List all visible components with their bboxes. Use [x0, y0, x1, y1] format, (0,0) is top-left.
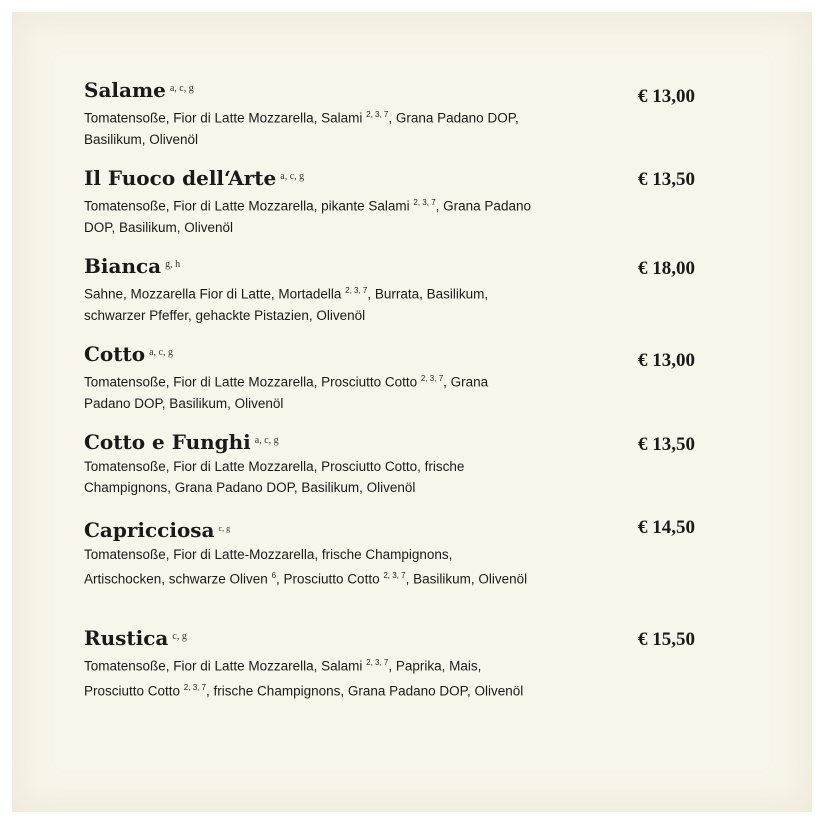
item-allergens: a, c, g: [280, 170, 305, 182]
item-name: Capricciosa: [84, 518, 215, 542]
description-text: Sahne, Mozzarella Fior di Latte, Mortadella: [84, 286, 346, 302]
description-text: , Prosciutto Cotto: [276, 571, 384, 587]
description-text: Tomatensoße, Fior di Latte Mozzarella, Salami: [84, 110, 367, 126]
item-description: [84, 652, 534, 701]
item-description: [84, 456, 534, 498]
item-price: € 13,00: [638, 86, 695, 107]
menu-item-bianca: [84, 254, 644, 326]
additive-numbers: 2, 3, 7: [420, 374, 444, 383]
item-allergens: a, c, g: [149, 346, 173, 358]
menu-page: [12, 12, 812, 812]
additive-numbers: 2, 3, 7: [366, 110, 389, 119]
item-description: [84, 104, 534, 150]
item-description: [84, 368, 534, 414]
additive-numbers: 2, 3, 7: [383, 571, 406, 580]
item-name: Rustica: [84, 626, 169, 650]
additive-numbers: 2, 3, 7: [183, 682, 207, 692]
item-price: € 15,50: [638, 629, 695, 650]
additive-numbers: 2, 3, 7: [413, 198, 436, 207]
item-allergens: a, c, g: [254, 434, 279, 446]
menu-item-capricciosa: [84, 518, 644, 590]
item-price: € 13,00: [638, 350, 695, 371]
item-description: [84, 544, 534, 590]
additive-numbers: 2, 3, 7: [366, 658, 389, 667]
description-text: , Grana Padano DOP, Basilikum, Olivenöl: [84, 110, 519, 147]
item-description: [84, 192, 534, 238]
additive-numbers: 2, 3, 7: [345, 286, 368, 295]
item-name: Bianca: [84, 254, 162, 278]
description-text: , Paprika, Mais, Prosciutto Cotto: [84, 658, 482, 698]
item-description: [84, 280, 534, 326]
menu-item-cotto: [84, 342, 644, 414]
item-name: Cotto e Funghi: [84, 430, 251, 454]
item-allergens: c, g: [172, 630, 187, 642]
item-allergens: c, g: [218, 523, 231, 533]
description-text: Tomatensoße, Fior di Latte Mozzarella, Prosciutto Cotto: [84, 374, 421, 390]
description-text: Tomatensoße, Fior di Latte Mozzarella, Prosciutto Cotto, frische Champignons, Grana Padano DOP, Basilikum, Olivenöl: [84, 459, 465, 495]
menu-item-salame: [84, 78, 644, 150]
item-price: € 13,50: [638, 169, 695, 190]
description-text: , frische Champignons, Grana Padano DOP, Olivenöl: [206, 683, 524, 698]
description-text: , Grana Padano DOP, Basilikum, Olivenöl: [84, 198, 531, 235]
additive-numbers: 6: [271, 571, 277, 580]
description-text: Tomatensoße, Fior di Latte Mozzarella, Salami: [84, 658, 367, 674]
item-name: Il Fuoco dell‘Arte: [84, 166, 277, 190]
description-text: Tomatensoße, Fior di Latte-Mozzarella, frische Champignons, Artischocken, schwarze Oliven: [84, 547, 453, 587]
item-price: € 14,50: [638, 517, 695, 538]
description-text: Tomatensoße, Fior di Latte Mozzarella, pikante Salami: [84, 198, 414, 214]
item-price: € 18,00: [638, 258, 695, 279]
description-text: , Basilikum, Olivenöl: [405, 571, 528, 587]
description-text: , Burrata, Basilikum, schwarzer Pfeffer, gehackte Pistazien, Olivenöl: [84, 286, 489, 323]
item-name: Salame: [84, 78, 166, 102]
menu-item-rustica: [84, 626, 644, 701]
description-text: , Grana Padano DOP, Basilikum, Olivenöl: [84, 374, 489, 411]
item-allergens: g, h: [165, 258, 181, 270]
item-name: Cotto: [84, 342, 146, 366]
item-price: € 13,50: [638, 434, 695, 455]
menu-item-cotto-e-funghi: [84, 430, 644, 498]
menu-item-il-fuoco-dell-arte: [84, 166, 644, 238]
item-allergens: a, c, g: [169, 82, 194, 94]
